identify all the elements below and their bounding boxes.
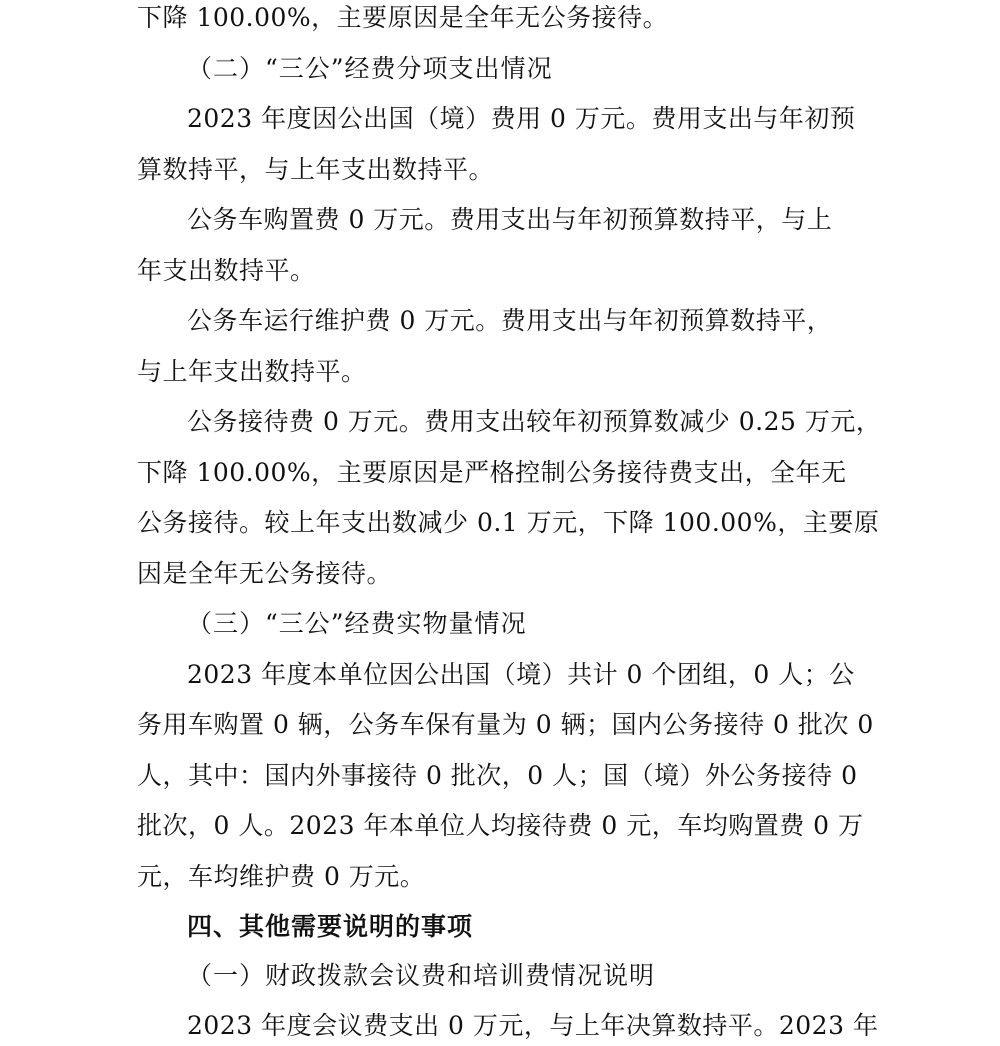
paragraph-line: 公务接待费 0 万元。费用支出较年初预算数减少 0.25 万元， <box>187 407 882 436</box>
section-heading: （三）“三公”经费实物量情况 <box>187 609 527 638</box>
paragraph-line: 人，其中：国内外事接待 0 批次，0 人；国（境）外公务接待 0 <box>137 761 858 790</box>
paragraph-line: 2023 年度本单位因公出国（境）共计 0 个团组，0 人；公 <box>187 660 855 689</box>
paragraph-line: 因是全年无公务接待。 <box>137 559 393 588</box>
paragraph-line: 下降 100.00%，主要原因是严格控制公务接待费支出，全年无 <box>137 458 847 487</box>
paragraph-line: 批次，0 人。2023 年本单位人均接待费 0 元，车均购置费 0 万 <box>137 811 864 840</box>
paragraph-line: 元，车均维护费 0 万元。 <box>137 862 426 891</box>
paragraph-line: 与上年支出数持平。 <box>137 357 367 386</box>
paragraph-line: 公务接待。较上年支出数减少 0.1 万元，下降 100.00%，主要原 <box>137 508 880 537</box>
paragraph-line: 2023 年度因公出国（境）费用 0 万元。费用支出与年初预 <box>187 104 856 133</box>
section-heading: （二）“三公”经费分项支出情况 <box>187 54 553 83</box>
paragraph-line: 年支出数持平。 <box>137 256 316 285</box>
section-heading: （一）财政拨款会议费和培训费情况说明 <box>187 961 656 990</box>
chapter-heading: 四、其他需要说明的事项 <box>187 912 474 941</box>
paragraph-line: 算数持平，与上年支出数持平。 <box>137 155 495 184</box>
paragraph-line: 下降 100.00%，主要原因是全年无公务接待。 <box>137 3 669 32</box>
paragraph-line: 2023 年度会议费支出 0 万元，与上年决算数持平。2023 年 <box>187 1011 879 1040</box>
paragraph-line: 公务车运行维护费 0 万元。费用支出与年初预算数持平， <box>187 306 833 335</box>
paragraph-line: 公务车购置费 0 万元。费用支出与年初预算数持平，与上 <box>187 205 833 234</box>
paragraph-line: 务用车购置 0 辆，公务车保有量为 0 辆；国内公务接待 0 批次 0 <box>137 710 874 739</box>
